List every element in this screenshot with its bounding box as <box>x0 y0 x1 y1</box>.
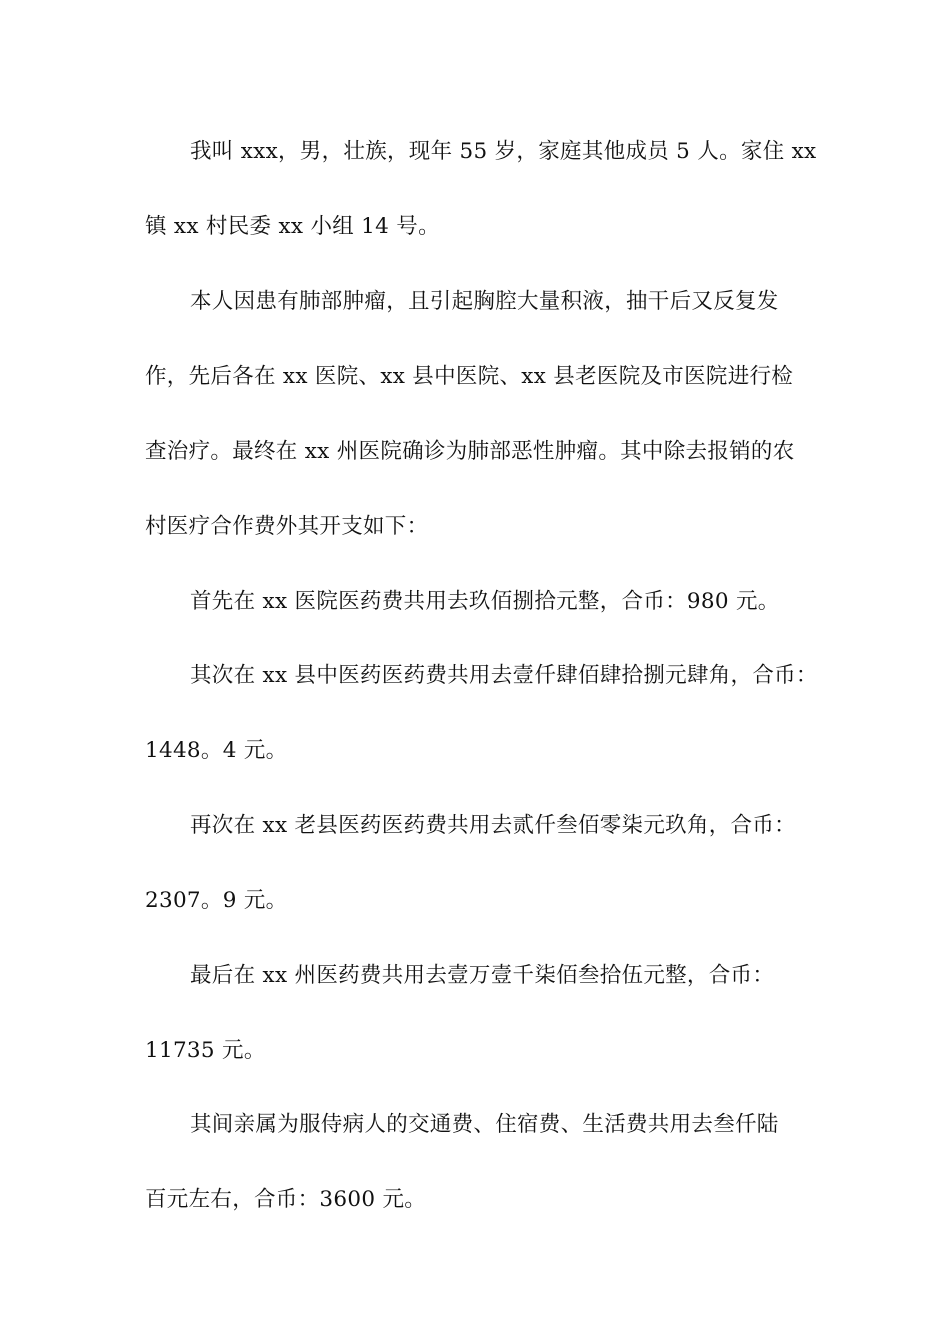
paragraph-1-line-2: 镇 xx 村民委 xx 小组 14 号。 <box>145 214 440 239</box>
paragraph-4-line-2: 1448。4 元。 <box>145 738 288 763</box>
paragraph-1-line-1: 我叫 xxx，男，壮族，现年 55 岁，家庭其他成员 5 人。家住 xx <box>190 139 817 164</box>
paragraph-7-line-2: 百元左右，合币：3600 元。 <box>145 1187 427 1212</box>
paragraph-5-line-1: 再次在 xx 老县医药医药费共用去贰仟叁佰零柒元玖角，合币： <box>190 813 796 838</box>
paragraph-3-line-1: 首先在 xx 医院医药费共用去玖佰捌拾元整，合币：980 元。 <box>190 589 780 614</box>
paragraph-7-line-1: 其间亲属为服侍病人的交通费、住宿费、生活费共用去叁仟陆 <box>190 1112 779 1137</box>
paragraph-2-line-3: 查治疗。最终在 xx 州医院确诊为肺部恶性肿瘤。其中除去报销的农 <box>145 439 795 464</box>
paragraph-2-line-4: 村医疗合作费外其开支如下： <box>145 514 429 539</box>
paragraph-4-line-1: 其次在 xx 县中医药医药费共用去壹仟肆佰肆拾捌元肆角，合币： <box>190 663 818 688</box>
paragraph-6-line-2: 11735 元。 <box>145 1038 266 1063</box>
paragraph-2-line-2: 作，先后各在 xx 医院、xx 县中医院、xx 县老医院及市医院进行检 <box>145 364 794 389</box>
paragraph-2-line-1: 本人因患有肺部肿瘤，且引起胸腔大量积液，抽干后又反复发 <box>190 289 779 314</box>
paragraph-6-line-1: 最后在 xx 州医药费共用去壹万壹千柒佰叁拾伍元整，合币： <box>190 963 775 988</box>
paragraph-5-line-2: 2307。9 元。 <box>145 888 288 913</box>
